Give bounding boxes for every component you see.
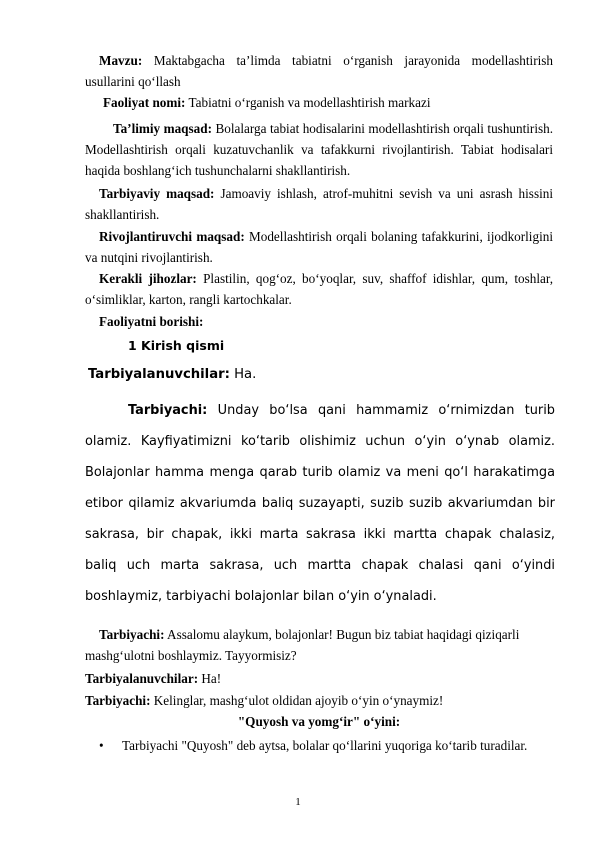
page-number: 1 xyxy=(295,796,301,808)
talimiy-maqsad-label: Ta’limiy maqsad: xyxy=(113,121,212,136)
talimiy-maqsad-text: Bolalarga tabiat hodisalarini modellashtirish orqali tushuntirish. Modellashtirish orqali kuzatuvchanlik va tafakkurni rivojlantirish. Tabiat hodisalari haqida boshlang‘ich tushunchalarni shakllantirish. xyxy=(85,121,554,178)
serif-speech: Assalomu alaykum, bolajonlar! Bugun biz tabiat haqidagi qiziqarli mashg‘ulotni boshlaymiz. Tayyormisiz? xyxy=(85,627,520,663)
rivojlantiruvchi-maqsad-paragraph xyxy=(85,226,553,268)
faoliyat-nomi-text: Tabiatni o‘rganish va modellashtirish markazi xyxy=(188,95,431,110)
kerakli-jihozlar-paragraph xyxy=(85,268,553,310)
serif-dialogue-line-3 xyxy=(85,690,553,711)
serif-speech: Ha! xyxy=(201,671,222,686)
faoliyat-nomi-paragraph xyxy=(103,92,553,113)
kirish-qismi-heading: 1 Kirish qismi xyxy=(128,338,225,353)
faoliyat-nomi-label: Faoliyat nomi: xyxy=(103,95,186,110)
sans-speech: Unday bo‘lsa qani hammamiz o‘rnimizdan turib olamiz. Kayfiyatimizni ko‘tarib olishimiz uchun o‘yin o‘ynab olamiz. Bolajonlar hamma menga qarab turib olamiz va meni qo‘l harakatimga etibor qilamiz akvariumda baliq suzayapti, suzib suzib akvariumdan bir sakrasa, bir chapak, ikki marta sakrasa ikki martta chapak chalasiz, baliq uch marta sakrasa, uch martta chapak chalasi qani o‘yindi boshlaymiz, tarbiyachi bolajonlar bilan o‘yin o‘ynaladi. xyxy=(85,403,555,604)
serif-dialogue-line-2 xyxy=(85,668,553,689)
faoliyatni-borishi-heading: Faoliyatni borishi: xyxy=(99,314,204,329)
sans-dialogue-paragraph xyxy=(85,395,555,612)
kerakli-jihozlar-text: Plastilin, qog‘oz, bo‘yoqlar, suv, shaffof idishlar, qum, toshlar, o‘simliklar, karton, rangli kartochkalar. xyxy=(85,271,553,307)
serif-speaker: Tarbiyachi: xyxy=(99,627,165,642)
tarbiyaviy-maqsad-paragraph xyxy=(85,183,553,225)
serif-dialogue-line-1 xyxy=(85,624,553,666)
talimiy-maqsad-paragraph xyxy=(85,118,553,181)
bullet-icon: • xyxy=(99,738,104,753)
bullet-text: Tarbiyachi "Quyosh" deb aytsa, bolalar qo‘llarini yuqoriga ko‘tarib turadilar. xyxy=(122,738,528,753)
kerakli-jihozlar-label: Kerakli jihozlar: xyxy=(99,271,197,286)
rivojlantiruvchi-maqsad-text: Modellashtirish orqali bolaning tafakkurini, ijodkorligini va nutqini rivojlantirish. xyxy=(85,229,553,265)
serif-speech: Kelinglar, mashg‘ulot oldidan ajoyib o‘yin o‘ynaymiz! xyxy=(153,693,444,708)
serif-speaker: Tarbiyachi: xyxy=(85,693,151,708)
mavzu-label: Mavzu: xyxy=(99,53,143,68)
sans-speaker: Tarbiyachi: xyxy=(128,403,208,418)
rivojlantiruvchi-maqsad-label: Rivojlantiruvchi maqsad: xyxy=(99,229,245,244)
serif-speaker: Tarbiyalanuvchilar: xyxy=(85,671,199,686)
sans-dialogue-line xyxy=(88,359,556,390)
mavzu-paragraph xyxy=(85,50,553,92)
game-title: "Quyosh va yomg‘ir" o‘yini: xyxy=(237,714,401,729)
tarbiyaviy-maqsad-label: Tarbiyaviy maqsad: xyxy=(99,186,215,201)
sans-speech: Ha. xyxy=(234,367,257,382)
tarbiyaviy-maqsad-text: Jamoaviy ishlash, atrof-muhitni sevish va uni asrash hissini shakllantirish. xyxy=(85,186,553,222)
mavzu-text: Maktabgacha ta’limda tabiatni o‘rganish jarayonida modellashtirish usullarini qo‘llash xyxy=(85,53,554,89)
sans-speaker: Tarbiyalanuvchilar: xyxy=(88,367,230,382)
